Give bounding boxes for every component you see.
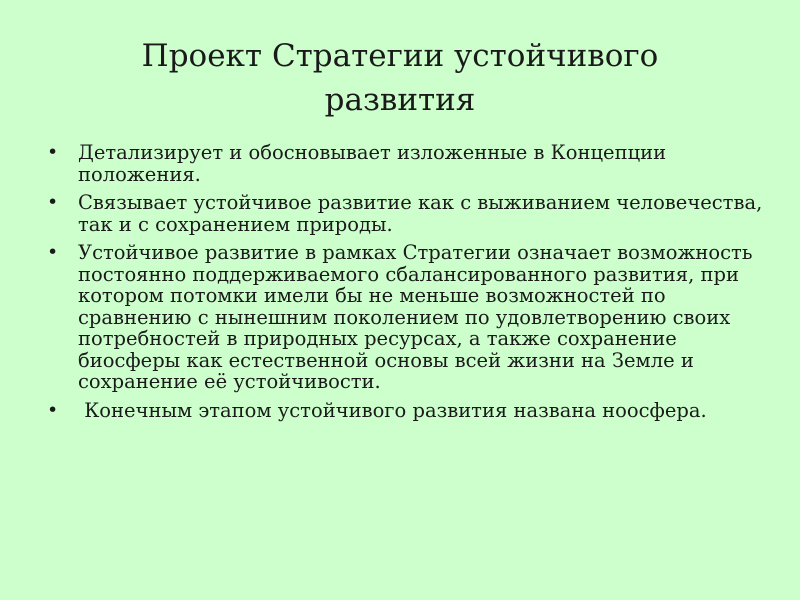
slide-title-line-2: развития [324,82,476,118]
bullet-dot-icon: • [47,241,59,263]
bullet-item [40,142,770,185]
bullet-text: Устойчивое развитие в рамках Стратегии означает возможность постоянно поддерживаемого сбалансированного развития, при котором потомки имели бы не меньше возможностей по сравнению с нынешним поколением по удовлетворению своих потребностей в природных ресурсах, а также сохранение биосферы как естественной основы всей жизни на Земле и сохранение её устойчивости. [78,241,753,393]
bullet-text: Конечным этапом устойчивого развития названа ноосфера. [78,398,707,422]
bullet-dot-icon: • [47,191,59,213]
slide-title-line-1: Проект Стратегии устойчивого [141,38,659,74]
bullet-text: Связывает устойчивое развитие как с выживанием человечества, так и с сохранением природы. [78,191,763,236]
bullet-text: Детализирует и обосновывает изложенные в Концепции положения. [78,141,667,186]
slide-title [60,34,740,122]
bullet-list [40,142,770,428]
bullet-dot-icon: • [47,141,59,163]
bullet-item [40,192,770,235]
bullet-item [40,400,770,422]
bullet-dot-icon: • [47,398,59,421]
bullet-item [40,242,770,393]
